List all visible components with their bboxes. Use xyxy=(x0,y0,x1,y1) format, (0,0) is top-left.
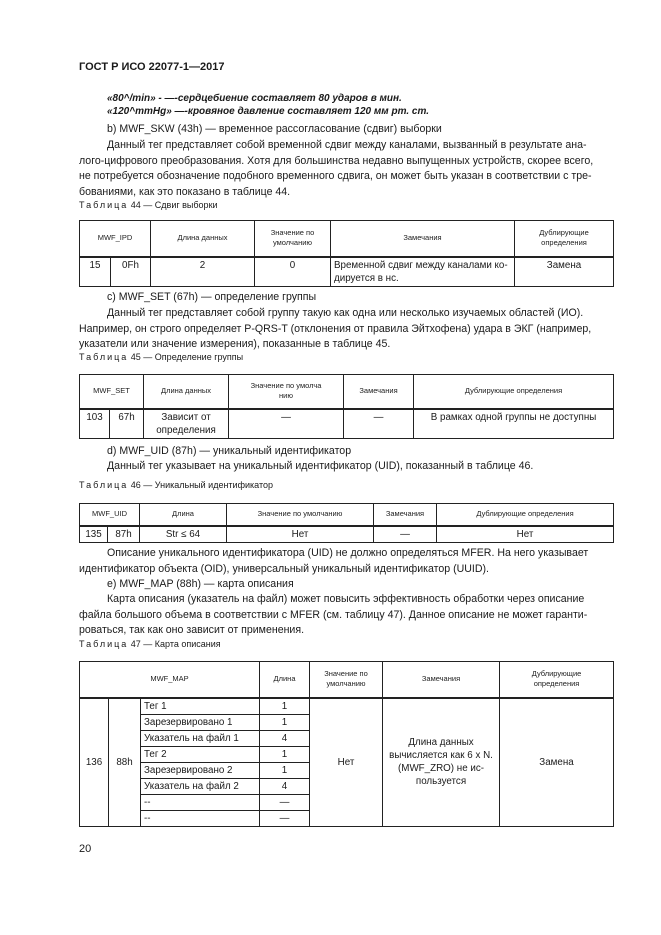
cell-default: Нет xyxy=(227,526,374,543)
cell-notes xyxy=(331,257,515,287)
header-cell: Дублирующие определения xyxy=(437,504,614,526)
table-header-row xyxy=(80,375,614,409)
cell-hex: 0Fh xyxy=(111,257,151,287)
header-cell: MWF_SET xyxy=(80,375,144,409)
section-d-text: Данный тег указывает на уникальный идентификатор (UID), показанный в таблице 46. xyxy=(107,460,534,472)
table-row xyxy=(80,409,614,439)
cell-notes: — xyxy=(374,526,437,543)
table-46-caption xyxy=(79,480,273,490)
cell-notes xyxy=(383,698,500,827)
cell-length xyxy=(144,409,229,439)
header-cell: Длина данных xyxy=(144,375,229,409)
section-b-title: b) MWF_SKW (43h) — временное рассогласование (сдвиг) выборки xyxy=(107,123,442,135)
header-cell xyxy=(310,662,383,698)
item-name: -- xyxy=(141,794,260,810)
cell-default: — xyxy=(229,409,344,439)
item-length: 1 xyxy=(260,762,310,778)
section-b-text xyxy=(79,138,619,200)
header-line: определения xyxy=(533,679,580,689)
section-d-title: d) MWF_UID (87h) — уникальный идентификатор xyxy=(107,445,352,457)
text-line: роваться, так как оно зависит от применения. xyxy=(79,624,305,636)
caption-text: 44 — Сдвиг выборки xyxy=(128,200,218,210)
text-line: бованиями, как это показано в таблице 44. xyxy=(79,185,291,198)
item-name: -- xyxy=(141,810,260,826)
cell-default: Нет xyxy=(310,698,383,827)
text-line: указатели или значение измерения), показанные в таблице 45. xyxy=(79,338,391,350)
text-line: лого-цифрового преобразования. Хотя для большинства недавно выпущенных устройств, скорее всего, xyxy=(79,154,594,167)
cell-hex: 67h xyxy=(110,409,144,439)
item-length: 1 xyxy=(260,698,310,715)
header-line: Значение по умолча xyxy=(250,381,322,391)
notes-line: вычисляется как 6 x N. xyxy=(389,750,493,761)
cell-length: Str ≤ 64 xyxy=(140,526,227,543)
header-cell: Замечания xyxy=(383,662,500,698)
header-cell: Замечания xyxy=(331,221,515,257)
header-cell: Значение по умолчанию xyxy=(255,221,331,257)
item-name: Указатель на файл 2 xyxy=(141,778,260,794)
header-cell: MWF_UID xyxy=(80,504,140,526)
table-44 xyxy=(79,220,614,287)
text-line: Данный тег представляет собой группу такую как одна или несколько изучаемых областей (ИО). xyxy=(107,307,584,319)
table-46 xyxy=(79,503,614,543)
table-header-row xyxy=(80,662,614,698)
section-c-title: c) MWF_SET (67h) — определение группы xyxy=(107,291,317,303)
item-name: Зарезервировано 1 xyxy=(141,714,260,730)
item-length: 4 xyxy=(260,778,310,794)
header-cell: MWF_IPD xyxy=(80,221,151,257)
caption-text: 47 — Карта описания xyxy=(128,639,221,649)
cell-dup: Замена xyxy=(500,698,614,827)
notes-line: (MWF_ZRO) не ис- xyxy=(398,763,484,774)
header-line: Дублирующие xyxy=(531,669,582,679)
cell-code: 15 xyxy=(80,257,111,287)
item-length: — xyxy=(260,810,310,826)
item-name: Зарезервировано 2 xyxy=(141,762,260,778)
table-row xyxy=(80,698,614,715)
cell-length: 2 xyxy=(151,257,255,287)
cell-code: 135 xyxy=(80,526,108,543)
item-length: 4 xyxy=(260,730,310,746)
header-cell: Длина xyxy=(260,662,310,698)
notes-line: Временной сдвиг между каналами ко- xyxy=(334,259,508,271)
cell-dup: Нет xyxy=(437,526,614,543)
cell-hex: 88h xyxy=(109,698,141,827)
text-line: Описание уникального идентификатора (UID) не должно определяться MFER. На него указывает xyxy=(107,547,589,559)
caption-text: 45 — Определение группы xyxy=(128,352,244,362)
table-44-caption xyxy=(79,200,218,210)
header-cell: Дублирующие определения xyxy=(515,221,614,257)
cell-line: Зависит от xyxy=(161,411,211,423)
cell-notes: — xyxy=(344,409,414,439)
table-header-row xyxy=(80,504,614,526)
table-header-row xyxy=(80,221,614,257)
cell-line: определения xyxy=(156,424,216,436)
table-45-caption xyxy=(79,352,243,362)
header-cell: MWF_MAP xyxy=(80,662,260,698)
cell-code: 136 xyxy=(80,698,109,827)
table-45 xyxy=(79,374,614,439)
notes-line: Длина данных xyxy=(408,737,474,748)
header-cell: Дублирующие определения xyxy=(414,375,614,409)
item-length: — xyxy=(260,794,310,810)
header-line: умолчанию xyxy=(326,679,366,689)
item-length: 1 xyxy=(260,714,310,730)
header-cell: Значение по умолчанию xyxy=(227,504,374,526)
page-number: 20 xyxy=(79,843,92,855)
caption-prefix: Таблица xyxy=(79,352,129,362)
notes-line: дируется в нс. xyxy=(334,272,399,284)
header-cell: Замечания xyxy=(344,375,414,409)
notes-line: пользуется xyxy=(415,776,467,787)
text-line: Данный тег представляет собой временной сдвиг между каналами, вызванный в результате ана- xyxy=(107,139,587,151)
example-line-1: «80^/min» - —-сердцебиение составляет 80 ударов в мин. xyxy=(107,93,402,104)
text-line: Например, он строго определяет P-QRS-T (отклонения от правила Эйтхофена) удара в ЭКГ (например, xyxy=(79,322,592,335)
item-name: Тег 1 xyxy=(141,698,260,715)
section-e-intro xyxy=(79,546,619,577)
caption-text: 46 — Уникальный идентификатор xyxy=(128,480,273,490)
example-line-2: «120^mmHg» —-кровяное давление составляет 120 мм рт. ст. xyxy=(107,106,429,117)
section-e-title: e) MWF_MAP (88h) — карта описания xyxy=(107,578,294,590)
cell-hex: 87h xyxy=(108,526,140,543)
caption-prefix: Таблица xyxy=(79,480,129,490)
table-row xyxy=(80,257,614,287)
header-line: нию xyxy=(279,391,293,401)
table-row xyxy=(80,526,614,543)
item-name: Тег 2 xyxy=(141,746,260,762)
header-line: Значение по xyxy=(324,669,368,679)
item-name: Указатель на файл 1 xyxy=(141,730,260,746)
cell-dup: В рамках одной группы не доступны xyxy=(414,409,614,439)
text-line: не потребуется обозначение подобного временного сдвига, он может быть указан в соответствии с тре- xyxy=(79,170,592,182)
header-cell xyxy=(500,662,614,698)
header-cell xyxy=(229,375,344,409)
section-e-text xyxy=(79,592,619,639)
text-line: Карта описания (указатель на файл) может повысить эффективность обработки через описание xyxy=(107,593,585,605)
section-c-text xyxy=(79,306,619,353)
cell-dup: Замена xyxy=(515,257,614,287)
text-line: файла большого объема в соответствии с MFER (см. таблицу 47). Данное описание не может гаранти- xyxy=(79,608,588,621)
cell-code: 103 xyxy=(80,409,110,439)
cell-default: 0 xyxy=(255,257,331,287)
header-cell: Длина данных xyxy=(151,221,255,257)
header-cell: Длина xyxy=(140,504,227,526)
item-length: 1 xyxy=(260,746,310,762)
document-header: ГОСТ Р ИСО 22077-1—2017 xyxy=(79,61,225,73)
header-cell: Замечания xyxy=(374,504,437,526)
caption-prefix: Таблица xyxy=(79,200,129,210)
caption-prefix: Таблица xyxy=(79,639,129,649)
table-47-caption xyxy=(79,639,221,649)
text-line: идентификатор объекта (OID), универсальный уникальный идентификатор (UUID). xyxy=(79,562,489,575)
table-47 xyxy=(79,661,614,827)
